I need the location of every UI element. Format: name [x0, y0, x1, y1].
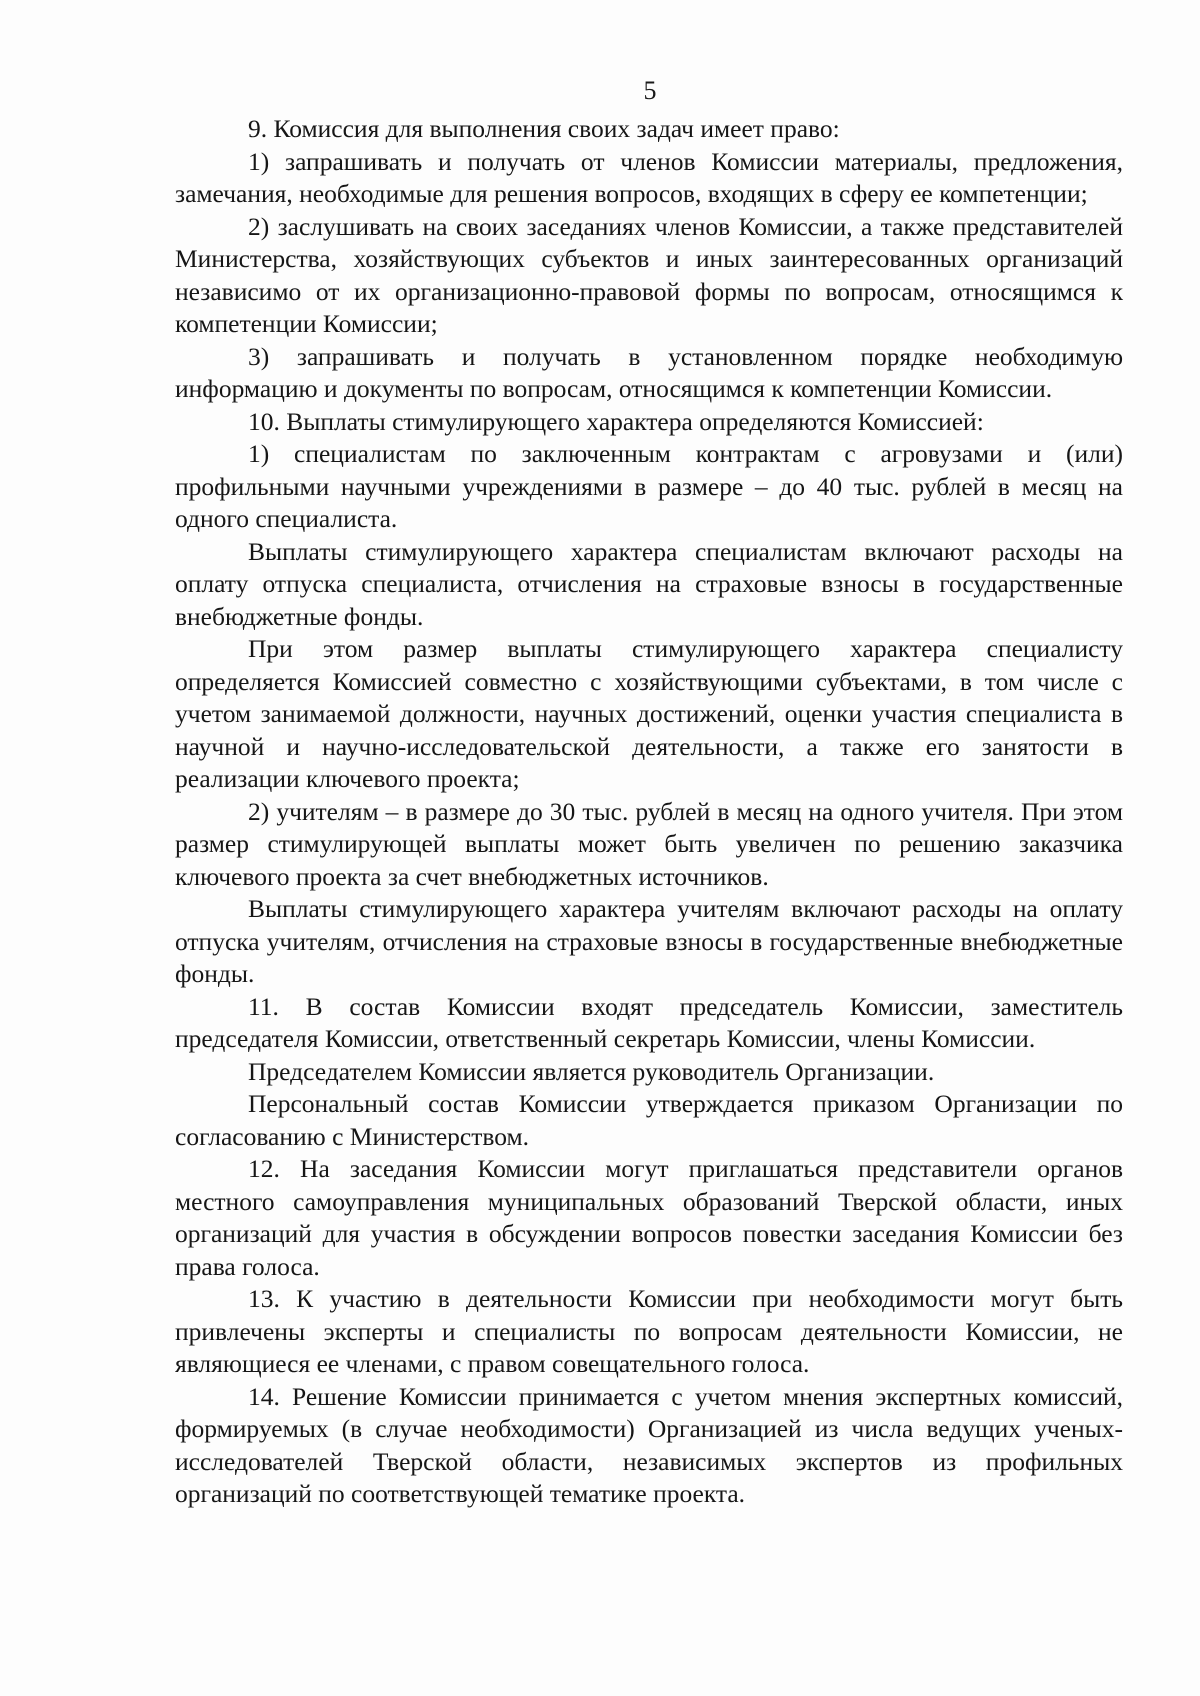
- paragraph-9-item-2: 2) заслушивать на своих заседаниях членов Комиссии, а также представителей Министерства, хозяйствующих субъектов и иных заинтересованных организаций независимо от их организационно-правовой формы по вопросам, относящимся к компетенции Комиссии;: [175, 211, 1123, 338]
- paragraph-14: 14. Решение Комиссии принимается с учетом мнения экспертных комиссий, формируемых (в случае необходимости) Организацией из числа ведущих ученых-исследователей Тверской области, независимых экспертов из профильных организаций по соответствующей тематике проекта.: [175, 1381, 1123, 1508]
- paragraph-9-heading: 9. Комиссия для выполнения своих задач имеет право:: [248, 114, 840, 143]
- paragraph-13: 13. К участию в деятельности Комиссии при необходимости могут быть привлечены эксперты и специалисты по вопросам деятельности Комиссии, не являющиеся ее членами, с правом совещательного голоса.: [175, 1284, 1123, 1378]
- paragraph-11-composition: Персональный состав Комиссии утверждается приказом Организации по согласованию с Министерством.: [175, 1089, 1123, 1151]
- paragraph-9-item-1: 1) запрашивать и получать от членов Комиссии материалы, предложения, замечания, необходимые для решения вопросов, входящих в сферу ее компетенции;: [175, 146, 1123, 208]
- paragraph-10-item-1: 1) специалистам по заключенным контрактам с агровузами и (или) профильными научными учреждениями в размере – до 40 тыс. рублей в месяц на одного специалиста.: [175, 439, 1123, 533]
- paragraph-11-chairman: Председателем Комиссии является руководитель Организации.: [248, 1056, 935, 1086]
- paragraph-11: 11. В состав Комиссии входят председатель Комиссии, заместитель председателя Комиссии, ответственный секретарь Комиссии, члены Комиссии.: [175, 991, 1123, 1053]
- paragraph-10-heading: 10. Выплаты стимулирующего характера определяются Комиссией:: [248, 406, 984, 436]
- document-body: [175, 113, 1123, 1511]
- page-number: 5: [643, 76, 657, 105]
- paragraph-10-specialist-amount: При этом размер выплаты стимулирующего характера специалисту определяется Комиссией совместно с хозяйствующими субъектами, в том числе с учетом занимаемой должности, научных достижений, оценки участия специалиста в научной и научно-исследовательской деятельности, а также его занятости в реализации ключевого проекта;: [175, 634, 1123, 793]
- paragraph-10-item-2: 2) учителям – в размере до 30 тыс. рублей в месяц на одного учителя. При этом размер стимулирующей выплаты может быть увеличен по решению заказчика ключевого проекта за счет внебюджетных источников.: [175, 796, 1123, 891]
- paragraph-9-item-3: 3) запрашивать и получать в установленном порядке необходимую информацию и документы по вопросам, относящимся к компетенции Комиссии.: [175, 341, 1123, 403]
- paragraph-10-specialist-expenses: Выплаты стимулирующего характера специалистам включают расходы на оплату отпуска специалиста, отчисления на страховые взносы в государственные внебюджетные фонды.: [175, 536, 1123, 631]
- paragraph-12: 12. На заседания Комиссии могут приглашаться представители органов местного самоуправления муниципальных образований Тверской области, иных организаций для участия в обсуждении вопросов повестки заседания Комиссии без права голоса.: [175, 1154, 1123, 1281]
- paragraph-10-teacher-expenses: Выплаты стимулирующего характера учителям включают расходы на оплату отпуска учителям, отчисления на страховые взносы в государственные внебюджетные фонды.: [175, 894, 1123, 988]
